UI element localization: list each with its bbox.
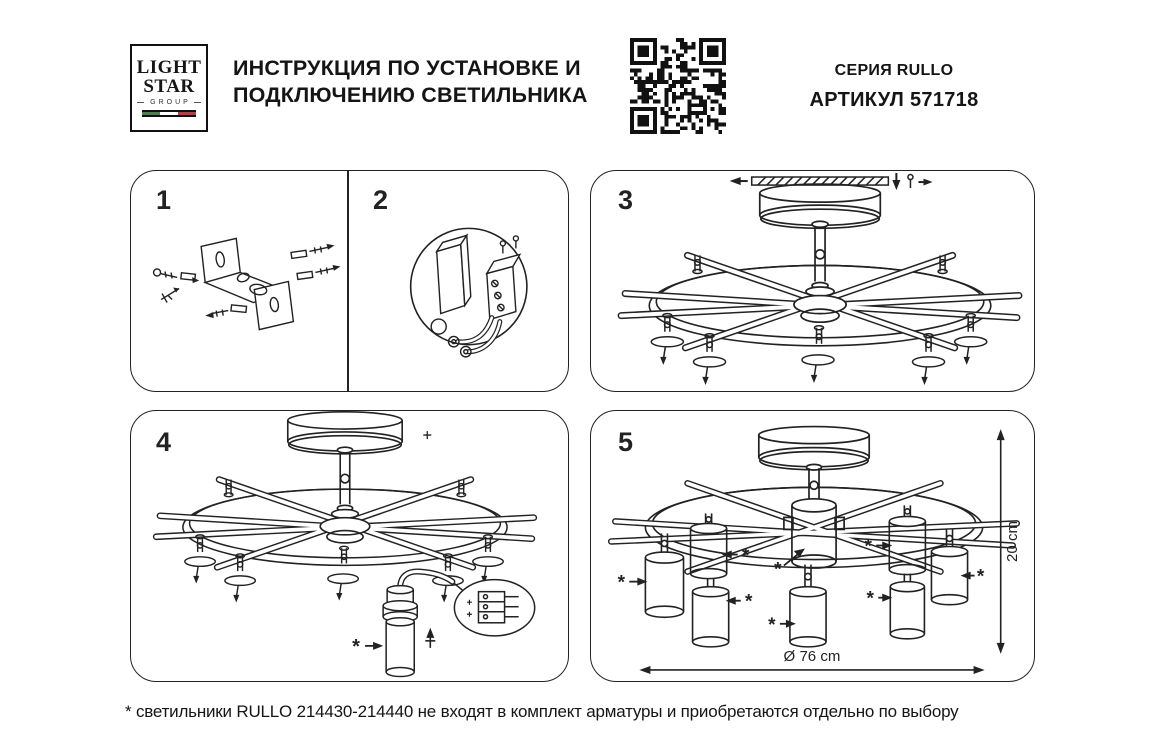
qr-code	[630, 38, 726, 134]
logo-word-group: GROUP	[150, 98, 191, 106]
asterisk-marker: *	[352, 635, 360, 658]
step-number-1: 1	[156, 185, 172, 215]
logo-rule-left	[137, 102, 144, 103]
diameter-dimension	[639, 648, 984, 674]
diameter-dimension-label: Ø 76 cm	[783, 647, 841, 665]
bracket-and-wiring-drawing	[131, 171, 568, 391]
asterisk-marker: *	[976, 566, 985, 588]
screw-icon	[161, 288, 179, 303]
final-assembly-drawing	[591, 411, 1034, 681]
height-dimension	[997, 429, 1021, 654]
lamp-assembly	[383, 571, 452, 676]
assembly-drawing	[131, 411, 568, 681]
logo-group-row	[137, 99, 201, 106]
asterisk-marker: *	[866, 588, 874, 610]
footnote: * светильники RULLO 214430-214440 не входят в комплект арматуры и приобретаются отдельно по выбору	[125, 702, 959, 721]
series-block	[758, 62, 1030, 112]
panel-step-4	[130, 410, 569, 682]
bracket-drawing	[154, 238, 341, 329]
series-label: СЕРИЯ RULLO	[834, 62, 954, 79]
asterisk-pointer	[352, 636, 383, 658]
logo-rule-right	[194, 102, 201, 103]
step-number-4: 4	[156, 427, 172, 457]
flag-red	[178, 112, 196, 115]
logo-word-star: STAR	[143, 75, 195, 97]
asterisk-marker: *	[617, 572, 626, 594]
asterisk-marker: *	[774, 559, 782, 581]
asterisk-pointers	[618, 537, 985, 636]
flag-green	[142, 112, 160, 115]
flag-white	[160, 112, 178, 115]
asterisk-marker: *	[768, 614, 776, 636]
step-number-5: 5	[618, 427, 634, 457]
asterisk-marker: *	[745, 591, 753, 613]
height-dimension-label: 20 cm	[1003, 520, 1021, 562]
lightstar-logo	[130, 44, 208, 132]
step-number-3: 3	[618, 185, 634, 215]
frame-drawing	[591, 171, 1034, 391]
panel-step-1-2	[130, 170, 569, 392]
logo-word-light: LIGHT	[136, 57, 202, 79]
title-line-2: ПОДКЛЮЧЕНИЮ СВЕТИЛЬНИКА	[233, 82, 588, 107]
panel-step-3	[590, 170, 1035, 392]
asterisk-marker: *	[742, 545, 750, 567]
step-number-2: 2	[373, 185, 389, 215]
connector-detail	[454, 580, 534, 636]
article-label: АРТИКУЛ 571718	[809, 89, 979, 111]
screw-direction-icon	[425, 628, 435, 648]
page-title	[233, 55, 588, 108]
asterisk-marker: *	[864, 536, 872, 558]
panel-step-5	[590, 410, 1035, 682]
wiring-detail-drawing	[411, 228, 527, 356]
title-line-1: ИНСТРУКЦИЯ ПО УСТАНОВКЕ И	[233, 56, 581, 80]
italian-flag-icon	[142, 110, 196, 117]
sparkle-mark	[423, 431, 431, 439]
